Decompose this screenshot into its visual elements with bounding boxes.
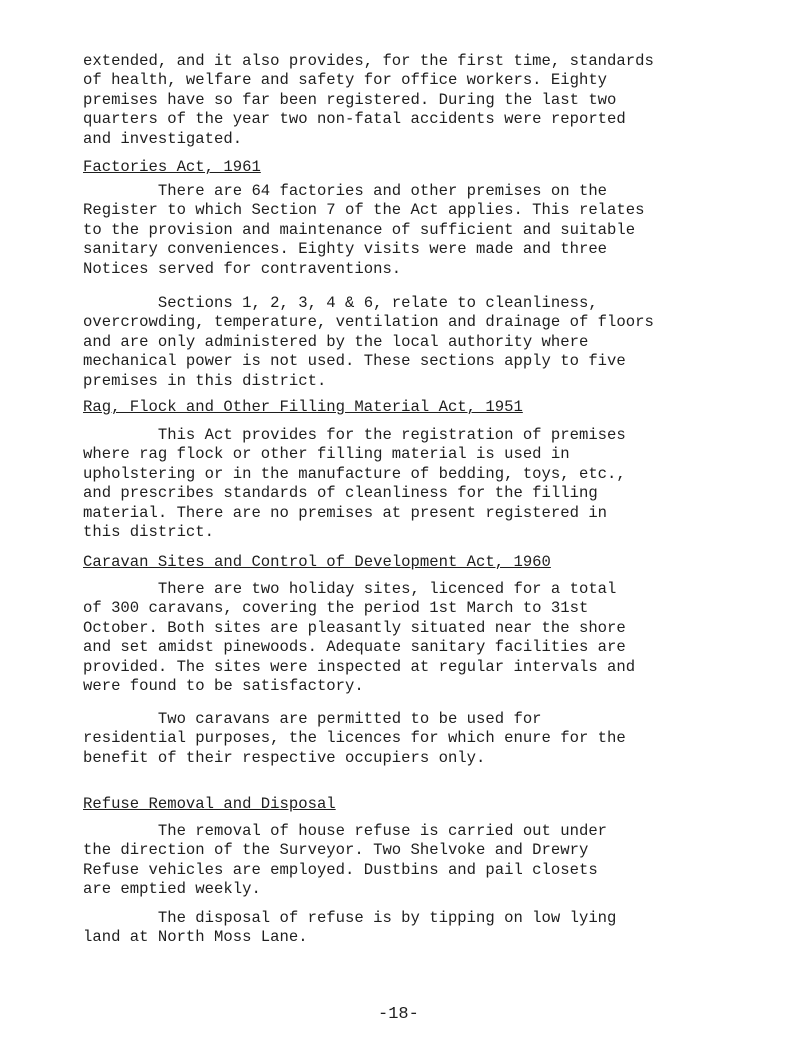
refuse-paragraph-2: The disposal of refuse is by tipping on low lying land at North Moss Lane. [83, 909, 617, 947]
refuse-paragraph-1: The removal of house refuse is carried out under the direction of the Surveyor. Two Shelvoke and Drewry Refuse vehicles are employed. Dustbins and pail closets are emptied weekly. [83, 822, 608, 899]
continuation-paragraph: extended, and it also provides, for the first time, standards of health, welfare and safety for office workers. Eighty premises have so far been registered. During the last two quarters of the year two non-fatal accidents were reported and investigated. [83, 52, 654, 148]
rag-flock-act-heading: Rag, Flock and Other Filling Material Act, 1951 [83, 398, 523, 416]
caravan-paragraph-1: There are two holiday sites, licenced for a total of 300 caravans, covering the period 1st March to 31st October. Both sites are pleasantly situated near the shore and set amidst pinewoods. Adequate sanitary facilities are provided. The sites were inspected at regular intervals and were found to be satisfactory. [83, 580, 636, 696]
factories-paragraph-1: There are 64 factories and other premises on the Register to which Section 7 of the Act applies. This relates to the provision and maintenance of sufficient and suitable sanitary conveniences. Eighty visits were made and three Notices served for contraventions. [83, 182, 645, 278]
caravan-paragraph-2: Two caravans are permitted to be used for residential purposes, the licences for which enure for the benefit of their respective occupiers only. [83, 710, 626, 767]
page-number: -18- [378, 1005, 419, 1024]
rag-flock-paragraph: This Act provides for the registration of premises where rag flock or other filling material is used in upholstering or in the manufacture of bedding, toys, etc., and prescribes standards of cleanliness for the filling material. There are no premises at present registered in this district. [83, 426, 626, 542]
factories-act-heading: Factories Act, 1961 [83, 158, 261, 176]
refuse-heading: Refuse Removal and Disposal [83, 795, 336, 813]
caravan-sites-act-heading: Caravan Sites and Control of Development Act, 1960 [83, 553, 551, 571]
factories-paragraph-2: Sections 1, 2, 3, 4 & 6, relate to cleanliness, overcrowding, temperature, ventilation and drainage of floors and are only administered by the local authority where mechanical power is not used. These sections apply to five premises in this district. [83, 294, 654, 390]
